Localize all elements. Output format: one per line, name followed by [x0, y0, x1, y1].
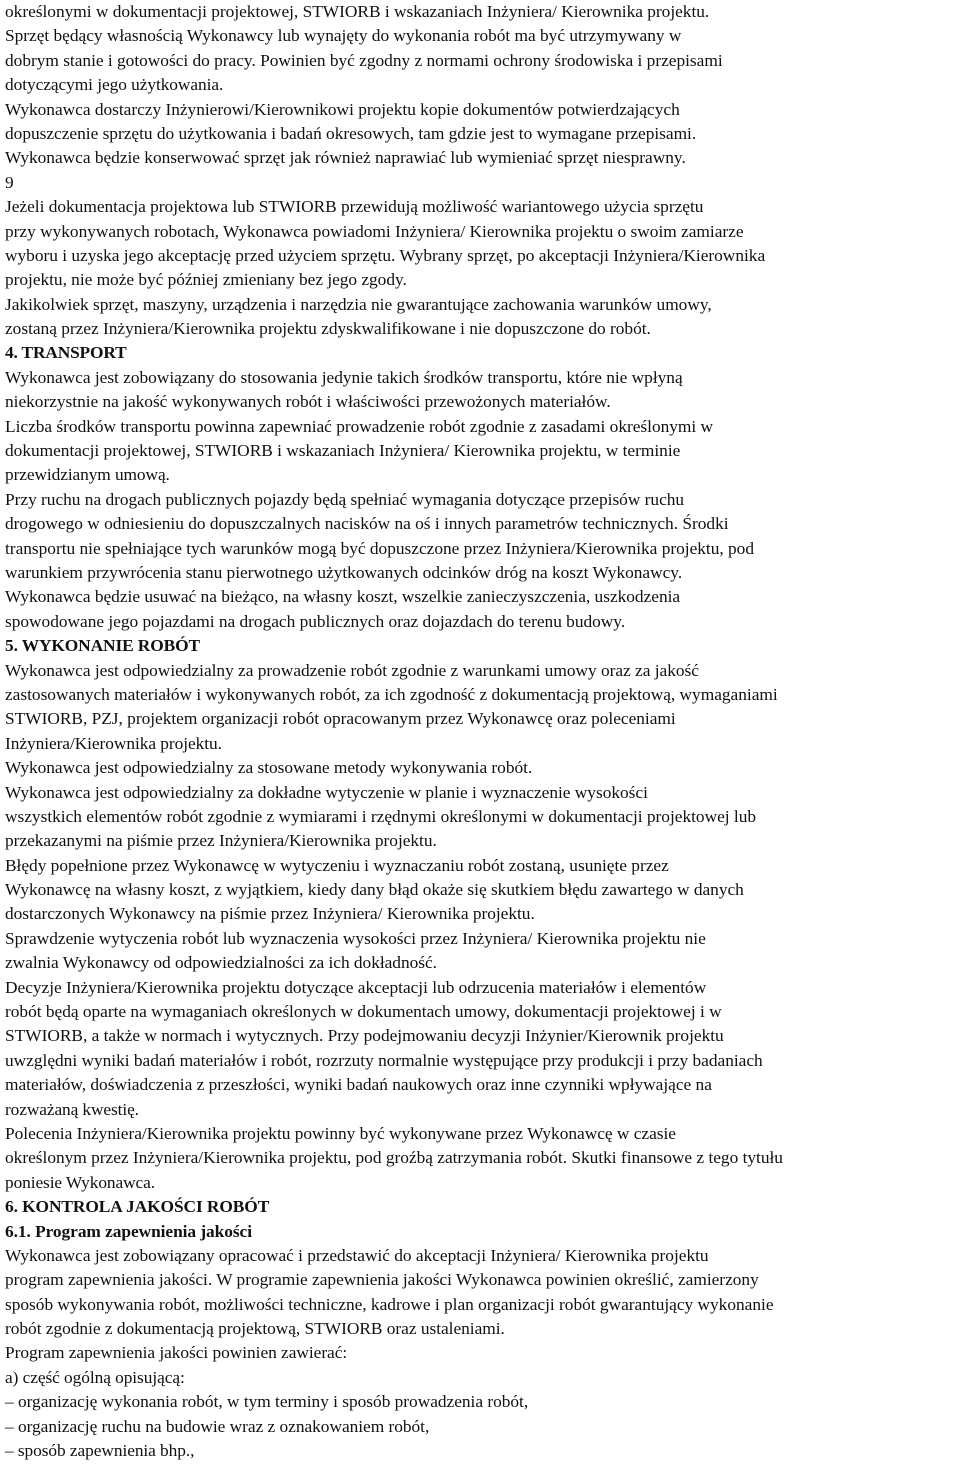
text-line: wyboru i uzyska jego akceptację przed użyciem sprzętu. Wybrany sprzęt, po akceptacji Inżyniera/Kierownika	[5, 245, 766, 265]
text-line: Przy ruchu na drogach publicznych pojazdy będą spełniać wymagania dotyczące przepisów ruchu	[5, 489, 685, 509]
text-line: dotyczącymi jego użytkowania.	[5, 75, 224, 95]
text-line: Jeżeli dokumentacja projektowa lub STWIORB przewidują możliwość wariantowego użycia sprzętu	[5, 197, 704, 217]
text-line: Wykonawca jest odpowiedzialny za dokładne wytyczenie w planie i wyznaczenie wysokości	[5, 782, 648, 802]
text-line: określonymi w dokumentacji projektowej, STWIORB i wskazaniach Inżyniera/ Kierownika projektu.	[5, 2, 710, 21]
text-line: Wykonawca będzie usuwać na bieżąco, na własny koszt, wszelkie zanieczyszczenia, uszkodzenia	[5, 587, 681, 607]
text-line: materiałów, doświadczenia z przeszłości, wyniki badań naukowych oraz inne czynniki wpływające na	[5, 1075, 712, 1095]
text-line: dopuszczenie sprzętu do użytkowania i badań okresowych, tam gdzie jest to wymagane przepisami.	[5, 123, 697, 143]
section-heading: 5. WYKONANIE ROBÓT	[5, 636, 200, 656]
text-line: – sposób zapewnienia bhp.,	[5, 1441, 195, 1461]
text-line: Polecenia Inżyniera/Kierownika projektu powinny być wykonywane przez Wykonawcę w czasie	[5, 1123, 676, 1143]
section-heading: 4. TRANSPORT	[5, 343, 127, 363]
text-line: STWIORB, a także w normach i wytycznych. Przy podejmowaniu decyzji Inżynier/Kierownik projektu	[5, 1026, 724, 1046]
text-line: niekorzystnie na jakość wykonywanych robót i właściwości przewożonych materiałów.	[5, 392, 611, 412]
text-line: Liczba środków transportu powinna zapewniać prowadzenie robót zgodnie z zasadami określonymi w	[5, 416, 714, 436]
text-line: robót zgodnie z dokumentacją projektową, STWIORB oraz ustaleniami.	[5, 1319, 505, 1339]
text-line: Wykonawca będzie konserwować sprzęt jak również naprawiać lub wymieniać sprzęt niesprawny.	[5, 148, 686, 168]
text-line: – organizację ruchu na budowie wraz z oznakowaniem robót,	[5, 1416, 430, 1436]
text-line: Sprawdzenie wytyczenia robót lub wyznaczenia wysokości przez Inżyniera/ Kierownika projektu nie	[5, 928, 706, 948]
text-line: Błędy popełnione przez Wykonawcę w wytyczeniu i wyznaczaniu robót zostaną, usunięte przez	[5, 855, 669, 875]
text-line: poniesie Wykonawca.	[5, 1172, 155, 1192]
text-line: przewidzianym umową.	[5, 465, 170, 485]
text-line: rozważaną kwestię.	[5, 1099, 139, 1119]
text-line: zostaną przez Inżyniera/Kierownika projektu zdyskwalifikowane i nie dopuszczone do robót.	[5, 319, 651, 339]
text-line: zwalnia Wykonawcy od odpowiedzialności za ich dokładność.	[5, 953, 437, 973]
section-heading: 6. KONTROLA JAKOŚCI ROBÓT	[5, 1197, 270, 1217]
text-line: – organizację wykonania robót, w tym terminy i sposób prowadzenia robót,	[5, 1392, 529, 1412]
text-line: Decyzje Inżyniera/Kierownika projektu dotyczące akceptacji lub odrzucenia materiałów i elementów	[5, 977, 707, 997]
text-line: zastosowanych materiałów i wykonywanych robót, za ich zgodność z dokumentacją projektową, wymaganiami	[5, 684, 778, 704]
text-line: Sprzęt będący własnością Wykonawcy lub wynajęty do wykonania robót ma być utrzymywany w	[5, 26, 682, 46]
text-line: program zapewnienia jakości. W programie zapewnienia jakości Wykonawca powinien określić, zamierzony	[5, 1270, 759, 1290]
text-line: warunkiem przywrócenia stanu pierwotnego użytkowanych odcinków dróg na koszt Wykonawcy.	[5, 562, 683, 582]
text-line: określonym przez Inżyniera/Kierownika projektu, pod groźbą zatrzymania robót. Skutki finansowe z tego tytułu	[5, 1148, 783, 1168]
text-line: STWIORB, PZJ, projektem organizacji robót opracowanym przez Wykonawcę oraz poleceniami	[5, 709, 676, 729]
text-line: Wykonawca jest odpowiedzialny za stosowane metody wykonywania robót.	[5, 758, 533, 778]
text-line: Wykonawca jest zobowiązany do stosowania jedynie takich środków transportu, które nie wpłyną	[5, 367, 683, 387]
text-line: robót będą oparte na wymaganiach określonych w dokumentach umowy, dokumentacji projektowej i w	[5, 1002, 722, 1022]
text-line: Wykonawca jest zobowiązany opracować i przedstawić do akceptacji Inżyniera/ Kierownika projektu	[5, 1245, 709, 1265]
section-heading: 6.1. Program zapewnienia jakości	[5, 1221, 252, 1241]
text-line: spowodowane jego pojazdami na drogach publicznych oraz dojazdach do terenu budowy.	[5, 611, 626, 631]
text-line: Wykonawcę na własny koszt, z wyjątkiem, kiedy dany błąd okaże się skutkiem błędu zawartego w danych	[5, 880, 744, 900]
text-line: przy wykonywanych robotach, Wykonawca powiadomi Inżyniera/ Kierownika projektu o swoim zamiarze	[5, 221, 744, 241]
text-line: projektu, nie może być później zmieniany bez jego zgody.	[5, 270, 407, 290]
text-line: Wykonawca dostarczy Inżynierowi/Kierownikowi projektu kopie dokumentów potwierdzających	[5, 99, 680, 119]
text-line: 9	[5, 172, 12, 192]
text-line: Wykonawca jest odpowiedzialny za prowadzenie robót zgodnie z warunkami umowy oraz za jakość	[5, 660, 699, 680]
text-line: drogowego w odniesieniu do dopuszczalnych nacisków na oś i innych parametrów technicznych. Środki	[5, 514, 729, 534]
text-line: dostarczonych Wykonawcy na piśmie przez Inżyniera/ Kierownika projektu.	[5, 904, 535, 924]
text-line: dobrym stanie i gotowości do pracy. Powinien być zgodny z normami ochrony środowiska i przepisami	[5, 50, 723, 70]
text-line: uwzględni wyniki badań materiałów i robót, rozrzuty normalnie występujące przy produkcji i przy badaniach	[5, 1050, 763, 1070]
text-line: dokumentacji projektowej, STWIORB i wskazaniach Inżyniera/ Kierownika projektu, w terminie	[5, 441, 681, 461]
text-line: przekazanymi na piśmie przez Inżyniera/Kierownika projektu.	[5, 831, 437, 851]
document-page	[5, 0, 957, 1463]
text-line: transportu nie spełniające tych warunków mogą być dopuszczone przez Inżyniera/Kierownika projektu, pod	[5, 538, 755, 558]
text-line: sposób wykonywania robót, możliwości techniczne, kadrowe i plan organizacji robót gwarantujący wykonanie	[5, 1294, 774, 1314]
text-line: wszystkich elementów robót zgodnie z wymiarami i rzędnymi określonymi w dokumentacji projektowej lub	[5, 806, 757, 826]
text-line: Program zapewnienia jakości powinien zawierać:	[5, 1343, 348, 1363]
text-line: Jakikolwiek sprzęt, maszyny, urządzenia i narzędzia nie gwarantujące zachowania warunków umowy,	[5, 294, 712, 314]
text-line: Inżyniera/Kierownika projektu.	[5, 733, 222, 753]
text-line: a) część ogólną opisującą:	[5, 1367, 185, 1387]
